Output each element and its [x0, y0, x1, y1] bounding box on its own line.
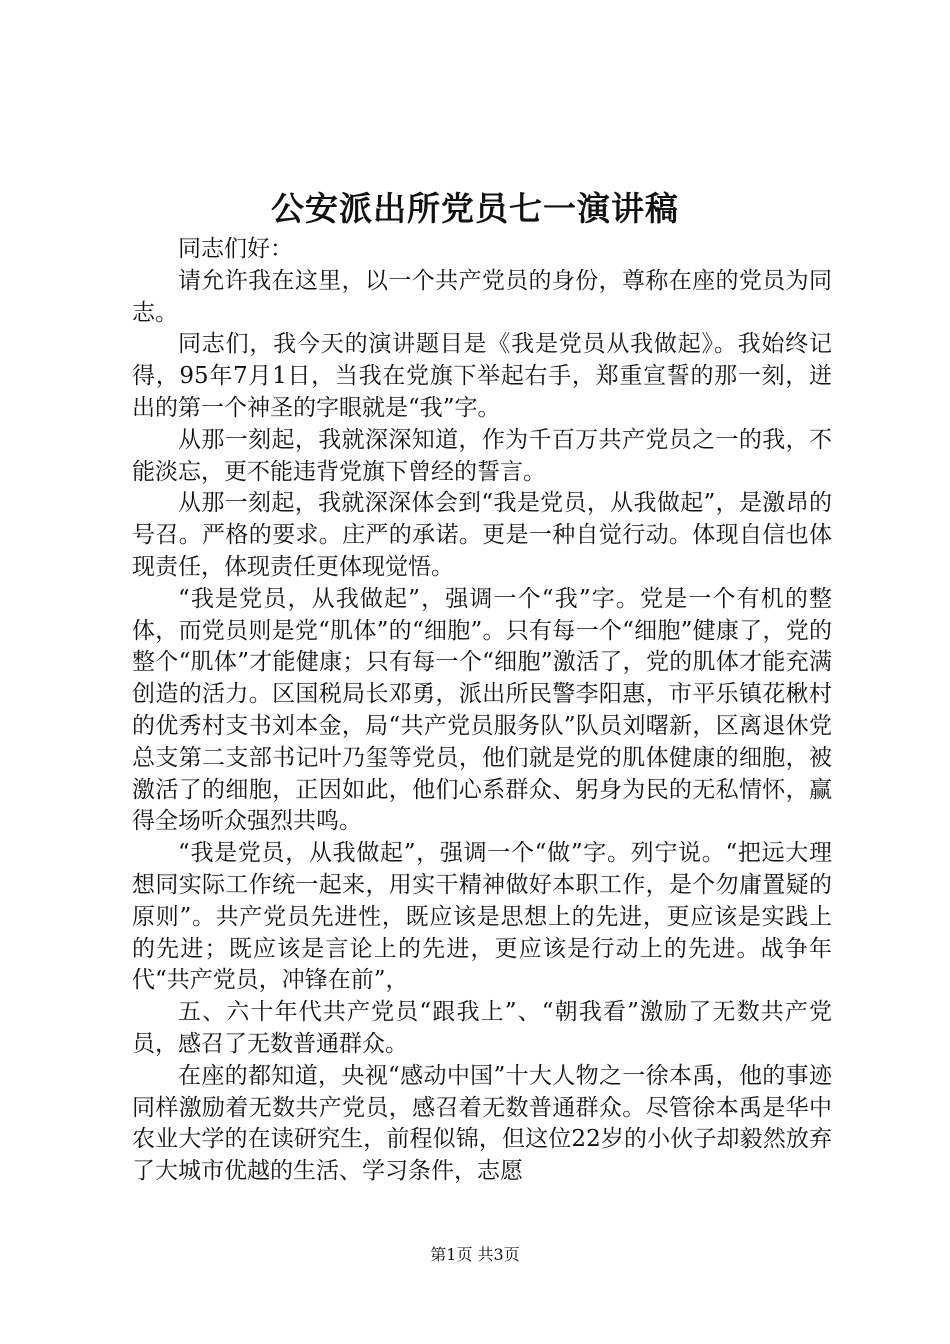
paragraph-9: 在座的都知道，央视“感动中国”十大人物之一徐本禹，他的事迹同样激励着无数共产党员，感召着无数普通群众。尽管徐本禹是华中农业大学的在读研究生，前程似锦，但这位22岁的小伙子却毅然放弃了大城市优越的生活、学习条件，志愿 [132, 1062, 832, 1185]
paragraph-1: 同志们好： [178, 236, 293, 262]
paragraph-3: 同志们，我今天的演讲题目是《我是党员从我做起》。我始终记得，95年7月1日，当我在党旗下举起右手，郑重宣誓的那一刻，迸出的第一个神圣的字眼就是“我”字。 [132, 331, 832, 421]
paragraph-6: “我是党员，从我做起”，强调一个“我”字。党是一个有机的整体，而党员则是党“肌体”的“细胞”。只有每一个“细胞”健康了，党的整个“肌体”才能健康；只有每一个“细胞”激活了，党的肌体才能充满创造的活力。区国税局长邓勇，派出所民警李阳惠，市平乐镇花楸村的优秀村支书刘本金，局“共产党员服务队”队员刘曙新，区离退休党总支第二支部书记叶乃玺等党员，他们就是党的肌体健康的细胞，被激活了的细胞，正因如此，他们心系群众、躬身为民的无私情怀，赢得全场听众强烈共鸣。 [132, 585, 832, 835]
document-title: 公安派出所党员七一演讲稿 [271, 189, 679, 228]
document-body [132, 234, 832, 1188]
paragraph-5: 从那一刻起，我就深深体会到“我是党员，从我做起”，是激昂的号召。严格的要求。庄严的承诺。更是一种自觉行动。体现自信也体现责任，体现责任更体现觉悟。 [132, 490, 832, 580]
paragraph-2: 请允许我在这里，以一个共产党员的身份，尊称在座的党员为同志。 [132, 267, 832, 326]
paragraph-7: “我是党员，从我做起”，强调一个“做”字。列宁说。“把远大理想同实际工作统一起来，用实干精神做好本职工作，是个勿庸置疑的原则”。共产党员先进性，既应该是思想上的先进，更应该是实践上的先进；既应该是言论上的先进，更应该是行动上的先进。战争年代“共产党员，冲锋在前”， [132, 840, 832, 994]
paragraph-8: 五、六十年代共产党员“跟我上”、“朝我看”激励了无数共产党员，感召了无数普通群众。 [132, 999, 832, 1057]
paragraph-4: 从那一刻起，我就深深知道，作为千百万共产党员之一的我，不能淡忘，更不能违背党旗下曾经的誓言。 [132, 426, 832, 485]
page-footer: 第1页 共3页 [430, 1245, 520, 1264]
